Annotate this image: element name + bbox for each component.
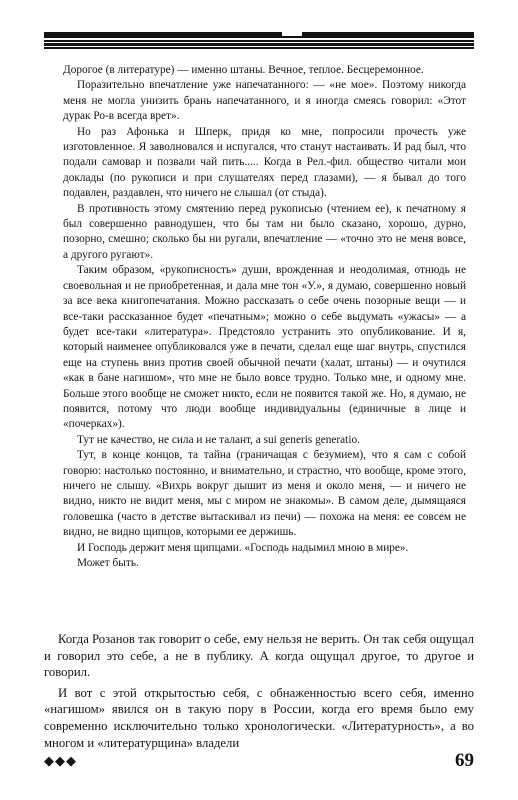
header-decoration <box>44 32 474 46</box>
page-number: 69 <box>455 750 474 771</box>
footer-diamonds: ◆◆◆ <box>44 754 77 769</box>
main-paragraph: И вот с этой открытостью себя, с обнаженностью всего себя, именно «нагишом» явился он в такую пору в России, когда его время было ему современно исключительно только хронологически. «Литературность», а во многом и «литературщина» владели <box>44 685 474 750</box>
quote-paragraph: Тут, в конце концов, та тайна (граничащая с безумием), что я сам с собой говорю: настолько постоянно, и внимательно, и страстно, что вообще, кроме этого, ничего не слышу. «Вихрь вокруг дышит из меня и около меня, — и ничего не видно, никто не видит меня, мы с миром не знакомы». В самом деле, дымящаяся головешка (часто в детстве вытаскивал из печи) — похожа на меня: ее совсем не видно, не видно щипцов, которыми ее держишь. <box>63 449 466 539</box>
quoted-excerpt <box>63 63 466 571</box>
quote-paragraph: И Господь держит меня щипцами. «Господь надымил мною в мире». <box>77 541 409 554</box>
quote-paragraph: Может быть. <box>77 557 139 569</box>
header-notch <box>282 30 302 36</box>
main-text <box>44 631 474 755</box>
quote-paragraph: Дорогое (в литературе) — именно штаны. Вечное, теплое. Бесцеремонное. <box>63 64 424 76</box>
header-rule <box>44 47 474 49</box>
quote-paragraph: Но раз Афонька и Шперк, придя ко мне, попросили прочесть уже изготовленное. Я заволновался и испугался, что станут настаивать. И рад был, что подали самовар и позвали чай пить..... Когда в Рел.-фил. общество читали мои доклады (по рукописи и при слушателях перед глазами), — я бывал до того подавлен, раздавлен, что ничего не слышал (от стыда). <box>63 125 466 200</box>
main-paragraph: Когда Розанов так говорит о себе, ему нельзя не верить. Он так себя ощущал и говорил это себе, а не в публику. А когда ощущал другое, то другое и говорил. <box>44 632 474 680</box>
quote-paragraph: Таким образом, «рукописность» души, врожденная и неодолимая, отнюдь не своевольная и не приобретенная, и дала мне тон «У.», я думаю, совершенно новый за все века книгопечатания. Можно рассказать о себе очень позорные вещи — и все-таки рассказанное будет «печатным»; можно о себе выдумать «ужасы» — а будет все-таки «литература». Предстояло устранить это опубликование. И я, который наименее опубликовался уже в печати, сделал еще шаг внутрь, спустился еще на ступень вниз против своей обычной печати (халат, штаны) — и очутился «как в бане нагишом», что мне не было вовсе трудно. Только мне, и одному мне. Больше этого вообще не сможет никто, если не появится такой же. Но, я думаю, не появится, потому что люди вообще индивидуальны (единичные в лице и «почерках»). <box>63 264 466 431</box>
quote-paragraph: В противность этому смятению перед рукописью (чтением ее), к печатному я был совершенно равнодушен, что бы там ни было сказано, хорошо, дурно, позорно, смешно; сколько бы ни ругали, впечатление — «точно это не меня вовсе, а другого ругают». <box>63 202 466 261</box>
quote-paragraph: Тут не качество, не сила и не талант, a sui generis generatio. <box>77 433 360 446</box>
quote-paragraph: Поразительно впечатление уже напечатанного: — «не мое». Поэтому никогда меня не могла унизить брань напечатанного, и я иногда смеясь говорил: «Этот дурак Ро-в всегда врет». <box>63 79 466 123</box>
